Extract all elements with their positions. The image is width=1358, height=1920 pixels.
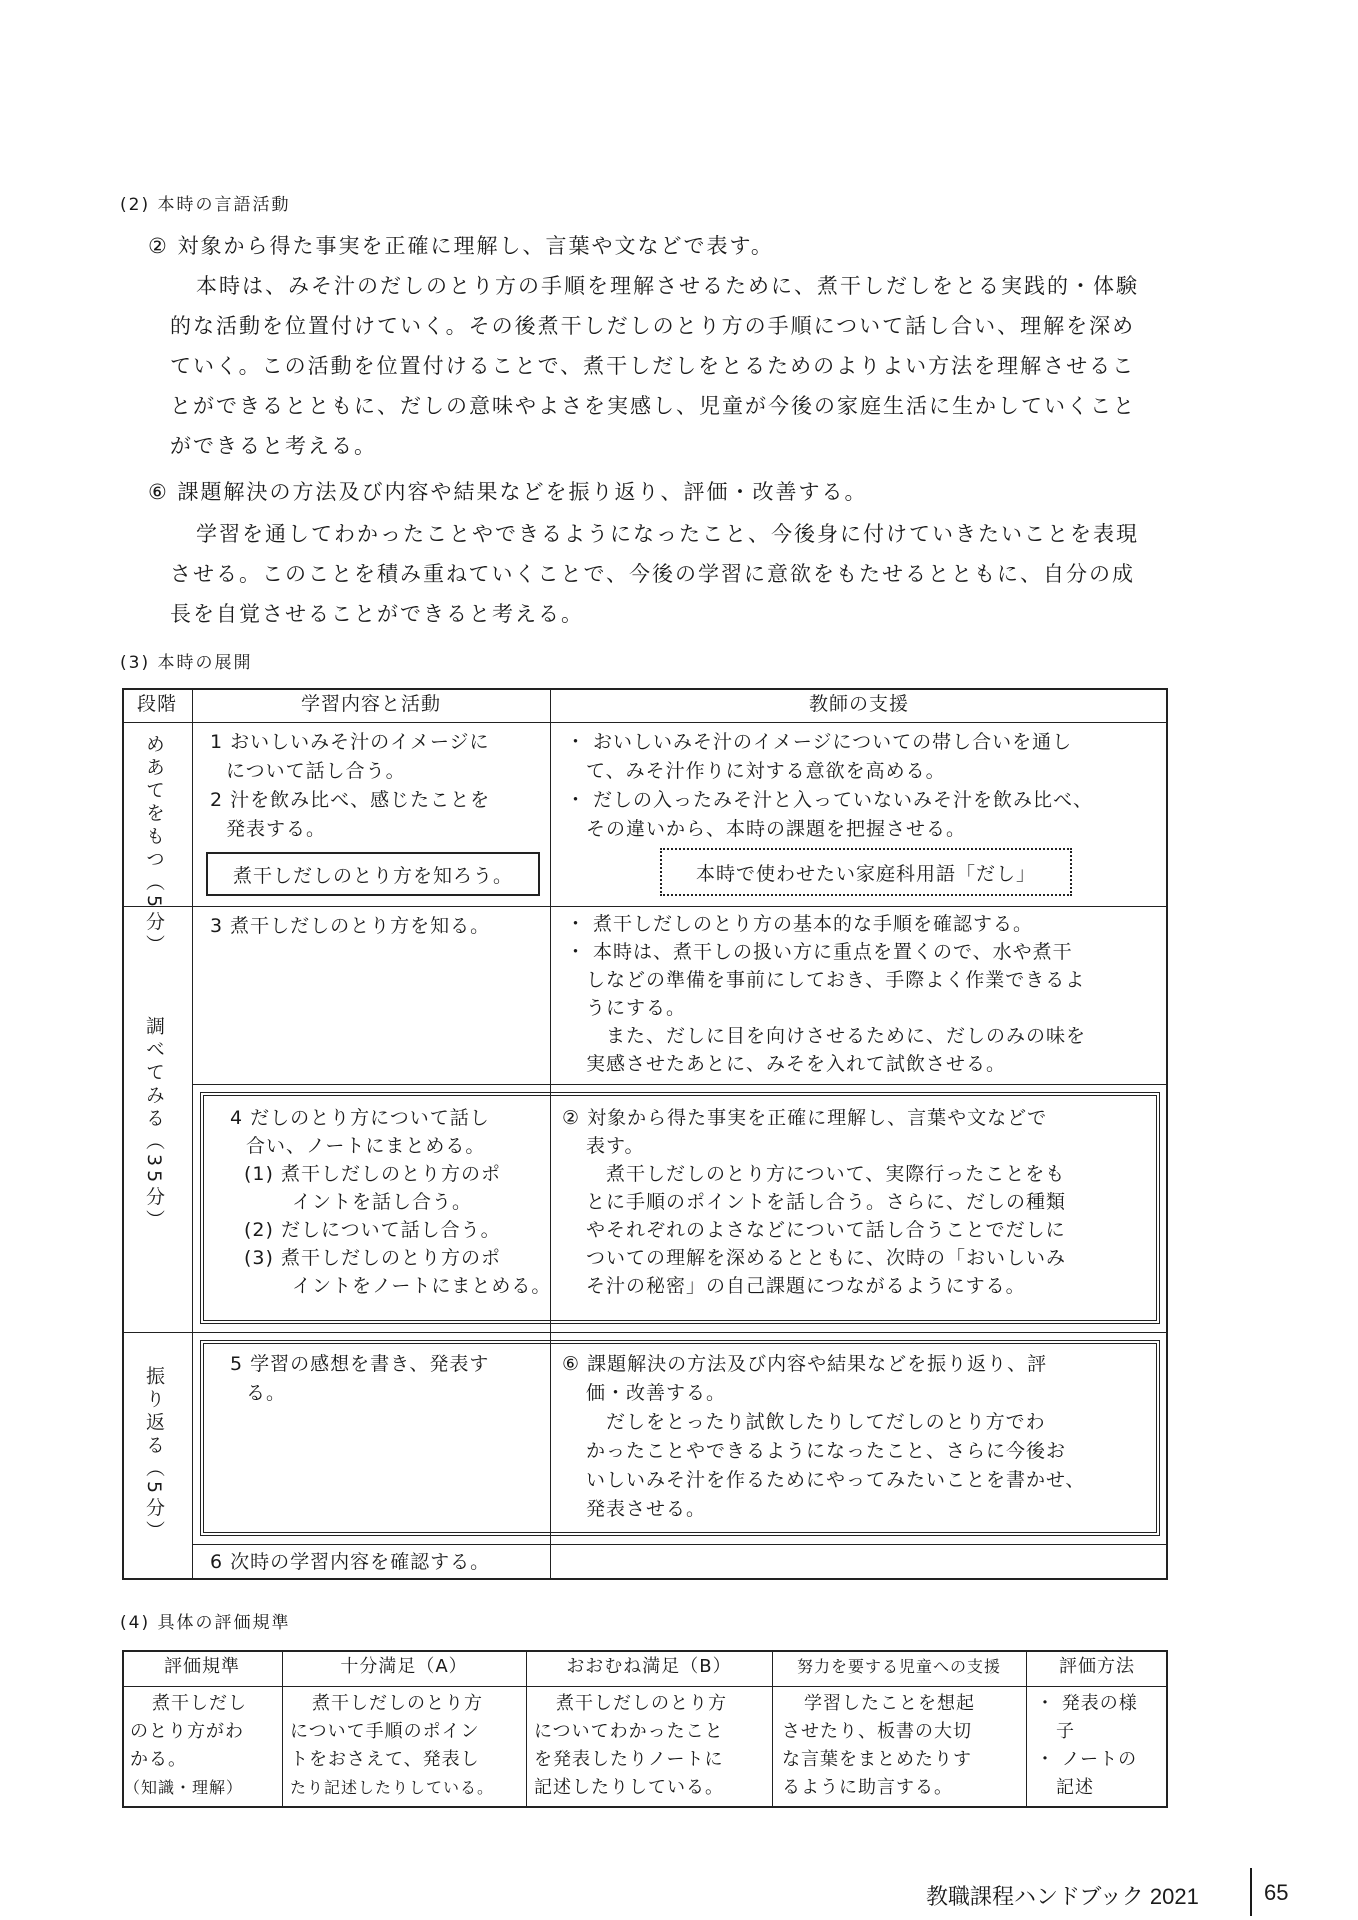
support-line: ・ 煮干しだしのとり方の基本的な手順を確認する。	[566, 913, 1034, 935]
criteria-line: 煮干しだし	[152, 1693, 247, 1714]
paragraph-line: 本時は、みそ汁のだしのとり方の手順を理解させるために、煮干しだしをとる実践的・体験	[196, 274, 1139, 298]
term-box	[660, 848, 1072, 896]
term-text: 本時で使わせたい家庭科用語「だし」	[695, 862, 1036, 885]
item-6-heading: ⑥ 課題解決の方法及び内容や結果などを振り返り、評価・改善する。	[148, 480, 868, 504]
divider	[122, 906, 1168, 907]
support-line: いしいみそ汁を作るためにやってみたいことを書かせ、	[586, 1469, 1086, 1491]
footer-divider	[1250, 1868, 1252, 1916]
header-level-b: おおむね満足（B）	[566, 1656, 732, 1677]
activity-line: について話し合う。	[226, 760, 406, 782]
level-a-line: について手順のポイン	[290, 1721, 480, 1742]
header-content: 学習内容と活動	[300, 693, 441, 715]
paragraph-line: とができるとともに、だしの意味やよさを実感し、児童が今後の家庭生活に生かしていくこと	[170, 394, 1136, 418]
paragraph-line: 長を自覚させることができると考える。	[170, 602, 584, 626]
support-line: また、だしに目を向けさせるために、だしのみの味を	[606, 1025, 1087, 1047]
support-line: るように助言する。	[782, 1777, 953, 1798]
method-line: ・ 発表の様	[1036, 1693, 1138, 1714]
support-line: かったことやできるようになったこと、さらに今後お	[586, 1440, 1067, 1462]
support-line: 価・改善する。	[586, 1382, 727, 1404]
support-line: ついての理解を深めるとともに、次時の「おいしいみ	[586, 1247, 1067, 1269]
activity-line: (3) 煮干しだしのとり方のポ	[244, 1247, 501, 1269]
support-line: 発表させる。	[586, 1498, 707, 1520]
activity-line: 1 おいしいみそ汁のイメージに	[210, 731, 490, 753]
activity-line: イントを話し合う。	[292, 1191, 473, 1213]
activity-line: (1) 煮干しだしのとり方のポ	[244, 1163, 501, 1185]
support-line: やそれぞれのよさなどについて話し合うことでだしに	[586, 1219, 1066, 1241]
activity-line: 3 煮干しだしのとり方を知る。	[210, 915, 491, 937]
support-line: ⑥ 課題解決の方法及び内容や結果などを振り返り、評	[562, 1353, 1048, 1375]
support-line: そ汁の秘密」の自己課題につながるようにする。	[586, 1275, 1026, 1297]
header-method: 評価方法	[1059, 1656, 1135, 1677]
lesson-goal-box	[206, 852, 540, 896]
activity-line: 4 だしのとり方について話し	[230, 1107, 490, 1129]
criteria-line: （知識・理解）	[124, 1778, 244, 1797]
level-b-line: を発表したりノートに	[534, 1749, 724, 1770]
lesson-goal: 煮干しだしのとり方を知ろう。	[232, 864, 513, 887]
support-line: 煮干しだしのとり方について、実際行ったことをも	[606, 1163, 1066, 1185]
level-a-line: トをおさえて、発表し	[290, 1749, 480, 1770]
support-line: な言葉をまとめたりす	[782, 1749, 972, 1770]
support-line: 表す。	[586, 1135, 645, 1157]
paragraph-line: させる。このことを積み重ねていくことで、今後の学習に意欲をもたせるとともに、自分の成	[170, 562, 1136, 586]
header-stage: 段階	[136, 693, 177, 715]
support-line: ・ だしの入ったみそ汁と入っていないみそ汁を飲み比べ、	[566, 789, 1094, 811]
support-line: させたり、板書の大切	[782, 1721, 972, 1742]
level-b-line: 記述したりしている。	[534, 1777, 724, 1798]
criteria-line: かる。	[130, 1749, 187, 1770]
divider	[192, 1084, 1168, 1085]
support-line: ② 対象から得た事実を正確に理解し、言葉や文などで	[562, 1107, 1048, 1129]
header-level-a: 十分満足（A）	[340, 1656, 468, 1677]
level-a-line: たり記述したりしている。	[290, 1778, 495, 1797]
section-3-heading: (3) 本時の展開	[120, 653, 253, 673]
stage-label: 振り返る（5分）	[143, 1366, 165, 1544]
level-a-line: 煮干しだしのとり方	[312, 1693, 483, 1714]
support-line: うにする。	[586, 997, 687, 1019]
header-support: 教師の支援	[808, 693, 909, 715]
divider	[192, 688, 193, 1580]
activity-line: 6 次時の学習内容を確認する。	[210, 1551, 491, 1573]
activity-line: 5 学習の感想を書き、発表す	[230, 1353, 490, 1375]
divider	[122, 722, 1168, 723]
header-criteria: 評価規準	[164, 1656, 240, 1677]
method-line: ・ ノートの	[1036, 1749, 1138, 1770]
support-line: ・ おいしいみそ汁のイメージについての帯し合いを通し	[566, 731, 1073, 753]
paragraph-line: ができると考える。	[170, 434, 377, 458]
support-line: 実感させたあとに、みそを入れて試飲させる。	[586, 1053, 1007, 1075]
stage-label: めあてをもつ（5分）	[143, 734, 165, 958]
support-line: しなどの準備を事前にしておき、手際よく作業できるよ	[586, 969, 1086, 991]
page-number: 65	[1264, 1880, 1289, 1905]
activity-line: 2 汁を飲み比べ、感じたことを	[210, 789, 491, 811]
activity-line: 合い、ノートにまとめる。	[246, 1135, 486, 1157]
activity-line: 発表する。	[226, 818, 327, 840]
divider	[122, 1332, 1168, 1333]
paragraph-line: 的な活動を位置付けていく。その後煮干しだしのとり方の手順について話し合い、理解を深め	[170, 314, 1136, 338]
level-b-line: についてわかったこと	[534, 1721, 724, 1742]
method-line: 記述	[1056, 1777, 1094, 1798]
section-4-heading: (4) 具体の評価規準	[120, 1613, 291, 1633]
support-line: その違いから、本時の課題を把握させる。	[586, 818, 967, 840]
paragraph-line: 学習を通してわかったことやできるようになったこと、今後身に付けていきたいことを表現	[196, 522, 1139, 546]
support-line: とに手順のポイントを話し合う。さらに、だしの種類	[586, 1191, 1067, 1213]
divider	[122, 1686, 1168, 1687]
activity-line: イントをノートにまとめる。	[292, 1275, 552, 1297]
support-line: 学習したことを想起	[804, 1693, 975, 1714]
book-title: 教職課程ハンドブック 2021	[926, 1884, 1199, 1909]
item-2-heading: ② 対象から得た事実を正確に理解し、言葉や文などで表す。	[148, 234, 774, 258]
level-b-line: 煮干しだしのとり方	[556, 1693, 727, 1714]
stage-label: 調べてみる（35分）	[143, 1016, 165, 1233]
section-2-heading: (2) 本時の言語活動	[120, 195, 291, 215]
support-line: だしをとったり試飲したりしてだしのとり方でわ	[606, 1411, 1046, 1433]
criteria-line: のとり方がわ	[130, 1721, 244, 1742]
support-line: て、みそ汁作りに対する意欲を高める。	[586, 760, 946, 782]
divider	[550, 1340, 551, 1536]
support-line: ・ 本時は、煮干しの扱い方に重点を置くので、水や煮干	[566, 941, 1073, 963]
activity-line: (2) だしについて話し合う。	[244, 1219, 501, 1241]
method-line: 子	[1056, 1721, 1075, 1742]
divider	[192, 1544, 1168, 1545]
paragraph-line: ていく。この活動を位置付けることで、煮干しだしをとるためのよりよい方法を理解させるこ	[170, 354, 1136, 378]
activity-line: る。	[246, 1382, 287, 1404]
header-support: 努力を要する児童への支援	[796, 1657, 1001, 1676]
